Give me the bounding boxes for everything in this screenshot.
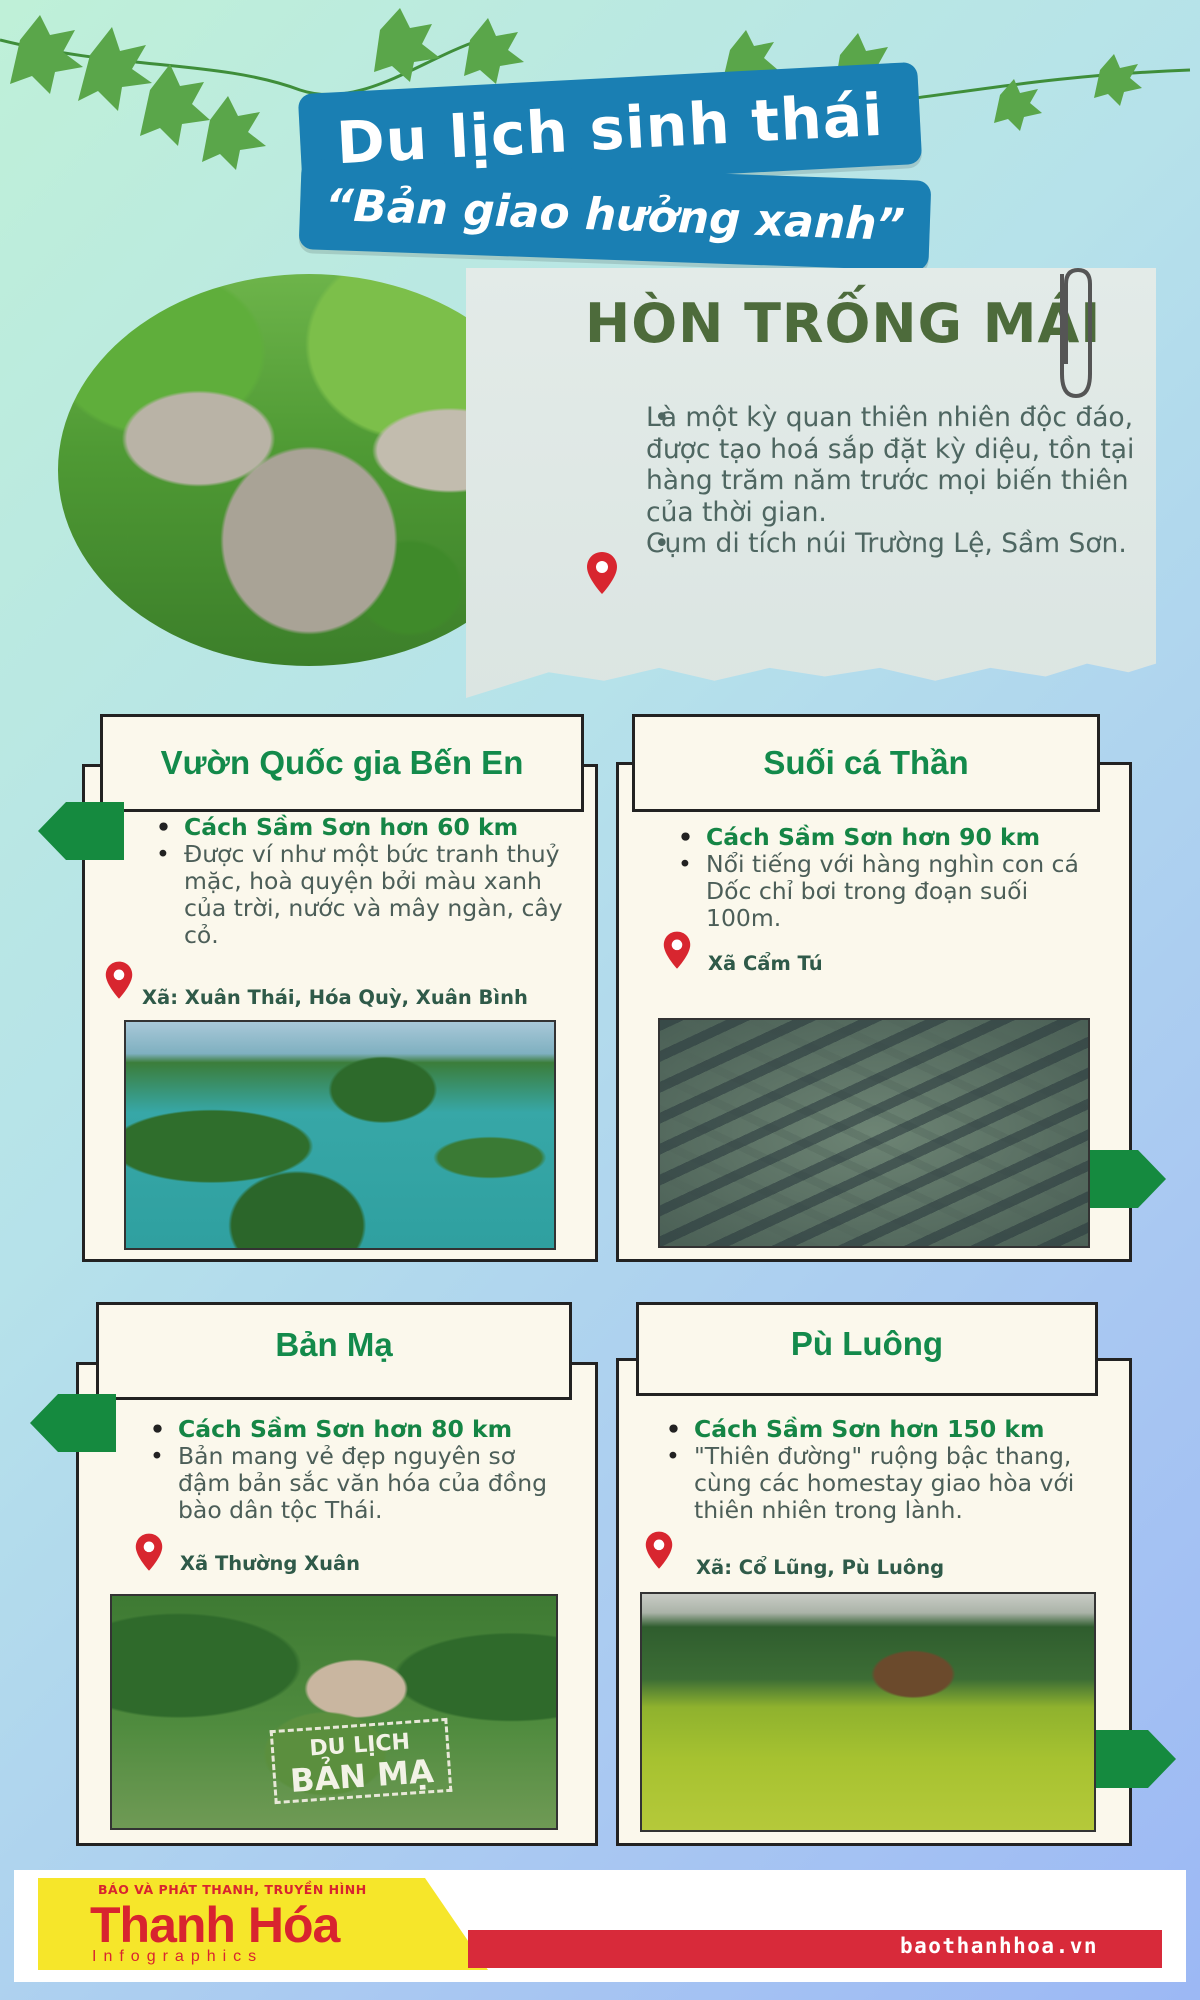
map-pin-icon [134,1530,164,1576]
footer-org: BÁO VÀ PHÁT THANH, TRUYỀN HÌNH [98,1882,367,1897]
card-photo-lake [124,1020,556,1250]
card-distance: • Cách Sầm Sơn hơn 150 km [658,1416,1094,1443]
footer-brand: Thanh Hóa [90,1897,340,1953]
page-title: Du lịch sinh thái [334,80,886,178]
page-subtitle: “Bản giao hưởng xanh” [324,179,906,252]
card-address: Xã: Cổ Lũng, Pù Luông [696,1556,945,1579]
card-info [658,1416,1094,1524]
footer-website-link[interactable]: baothanhhoa.vn [900,1934,1099,1958]
map-pin-icon [644,1528,674,1574]
card-title: Bản Mạ [96,1302,572,1400]
card-address: Xã Thường Xuân [180,1552,361,1575]
paperclip-icon [1048,264,1094,404]
map-pin-icon [585,550,619,598]
featured-description: • Là một kỳ quan thiên nhiên độc đáo, được tạo hoá sắp đặt kỳ diệu, tồn tại hàng trăm năm trước mọi biến thiên của thời gian. [646,402,1176,528]
card-distance: • Cách Sầm Sơn hơn 90 km [670,824,1090,851]
photo-sign-line2: BẢN MẠ [288,1751,435,1800]
card-info [148,814,576,949]
card-address: Xã Cẩm Tú [708,952,823,975]
footer-sub: Infographics [92,1948,264,1965]
card-description: • Bản mang vẻ đẹp nguyên sơ đậm bản sắc văn hóa của đồng bào dân tộc Thái. [142,1443,562,1524]
card-photo-fish [658,1018,1090,1248]
card-distance: • Cách Sầm Sơn hơn 80 km [142,1416,562,1443]
card-title: Pù Luông [636,1302,1098,1396]
map-pin-icon [662,928,692,974]
featured-title: HÒN TRỐNG MÁI [585,292,1102,355]
card-title: Suối cá Thần [632,714,1100,812]
card-photo-rice-terraces [640,1592,1096,1832]
card-description: • Nổi tiếng với hàng nghìn con cá Dốc chỉ bơi trong đoạn suối 100m. [670,851,1090,932]
arrow-right-icon [1080,1150,1166,1208]
card-distance: • Cách Sầm Sơn hơn 60 km [148,814,576,841]
featured-info [596,402,1176,560]
card-address: Xã: Xuân Thái, Hóa Quỳ, Xuân Bình [142,986,528,1009]
card-info [142,1416,562,1524]
arrow-left-icon [30,1394,116,1452]
card-photo-village [110,1594,558,1830]
photo-sign-line1: DU LỊCH [308,1729,411,1762]
featured-location: • Cụm di tích núi Trường Lệ, Sầm Sơn. [646,528,1176,560]
card-description: • "Thiên đường" ruộng bậc thang, cùng các homestay giao hòa với thiên nhiên trong lành. [658,1443,1094,1524]
card-title: Vườn Quốc gia Bến En [100,714,584,812]
photo-sign [270,1718,452,1804]
map-pin-icon [104,958,134,1004]
card-info [670,824,1090,932]
arrow-right-icon [1090,1730,1176,1788]
arrow-left-icon [38,802,124,860]
card-description: • Được ví như một bức tranh thuỷ mặc, hoà quyện bởi màu xanh của trời, nước và mây ngàn, cây cỏ. [148,841,576,949]
